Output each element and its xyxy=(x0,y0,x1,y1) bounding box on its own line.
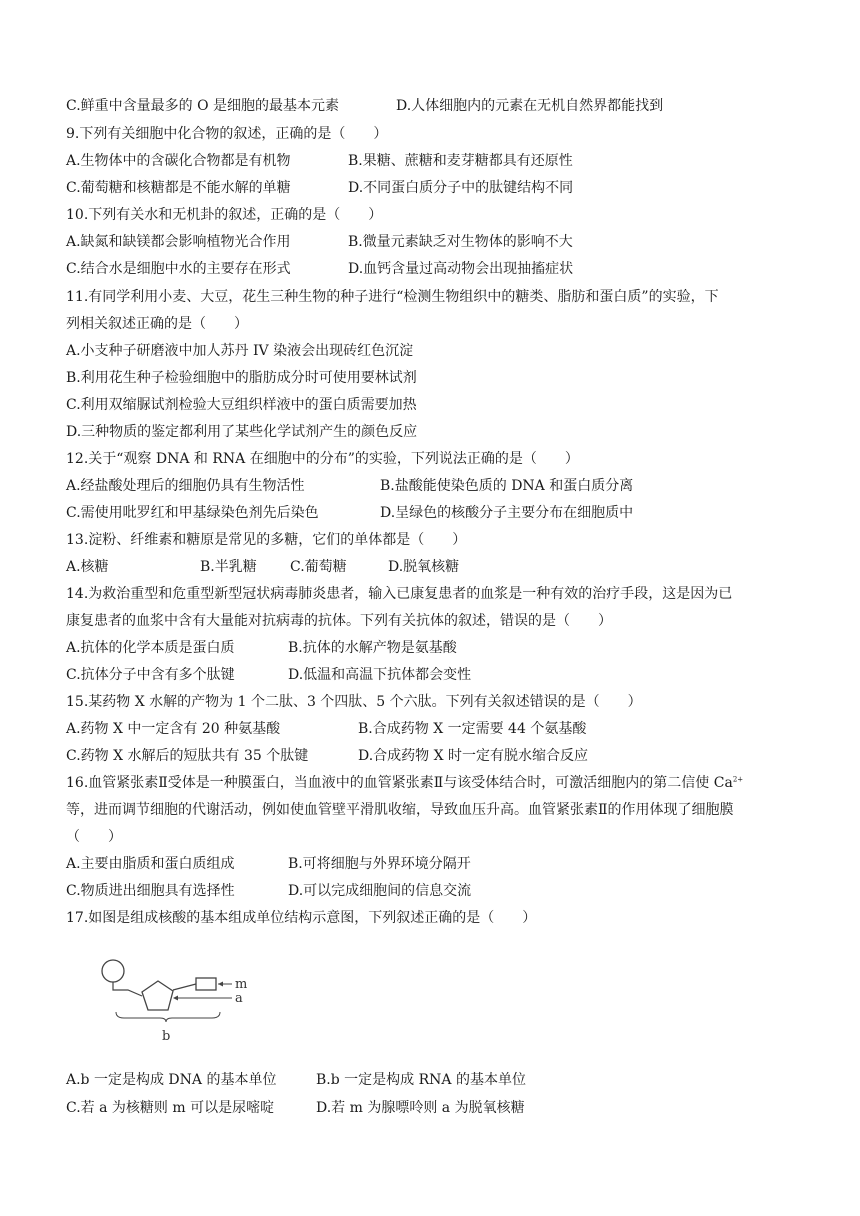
q14-option-c: C.抗体分子中含有多个肽键 xyxy=(66,667,235,683)
q9-option-c: C.葡萄糖和核糖都是不能水解的单糖 xyxy=(66,180,291,196)
q16-option-b: B.可将细胞与外界环境分隔开 xyxy=(288,856,471,872)
q14-stem-line1: 14.为救治重型和危重型新型冠状病毒肺炎患者，输入已康复患者的血浆是一种有效的治疗手段，这是因为已 xyxy=(66,586,733,602)
a-arrow-head xyxy=(173,996,178,1001)
phosphate-bond-line xyxy=(113,982,142,996)
q8-option-d: D.人体细胞内的元素在无机自然界都能找到 xyxy=(396,98,664,114)
q9-option-d: D.不同蛋白质分子中的肽键结构不同 xyxy=(348,180,574,196)
q15-option-c: C.药物 X 水解后的短肽共有 35 个肽键 xyxy=(66,748,309,764)
label-b: b xyxy=(162,1029,171,1044)
q15-option-b: B.合成药物 X 一定需要 44 个氨基酸 xyxy=(358,721,587,737)
q11-option-d: D.三种物质的鉴定都利用了某些化学试剂产生的颜色反应 xyxy=(66,424,418,440)
q12-option-c: C.需使用吡罗红和甲基绿染色剂先后染色 xyxy=(66,505,319,521)
label-m: m xyxy=(235,977,248,992)
q10-stem: 10.下列有关水和无机卦的叙述，正确的是（ ） xyxy=(66,207,383,223)
q13-stem: 13.淀粉、纤维素和糖原是常见的多糖，它们的单体都是（ ） xyxy=(66,532,467,548)
q9-stem: 9.下列有关细胞中化合物的叙述，正确的是（ ） xyxy=(66,126,388,142)
nucleotide-diagram xyxy=(100,958,260,1044)
q14-stem-line2: 康复患者的血浆中含有大量能对抗病毒的抗体。下列有关抗体的叙述，错误的是（ ） xyxy=(66,613,612,629)
q9-option-b: B.果糖、蔗糖和麦芽糖都具有还原性 xyxy=(348,153,573,169)
q15-option-d: D.合成药物 X 时一定有脱水缩合反应 xyxy=(358,748,589,764)
calcium-charge-superscript: 2+ xyxy=(732,775,744,784)
b-brace xyxy=(116,1012,220,1022)
base-rectangle xyxy=(196,978,216,990)
q10-option-d: D.血钙含量过高动物会出现抽搐症状 xyxy=(348,261,574,277)
q16-option-c: C.物质进出细胞具有选择性 xyxy=(66,883,235,899)
q14-option-d: D.低温和高温下抗体都会变性 xyxy=(288,667,472,683)
q14-option-a: A.抗体的化学本质是蛋白质 xyxy=(66,640,235,656)
pentose-pentagon xyxy=(142,981,173,1010)
q16-option-d: D.可以完成细胞间的信息交流 xyxy=(288,883,472,899)
q17-option-c: C.若 a 为核糖则 m 可以是尿嘧啶 xyxy=(66,1100,275,1116)
q16-stem-line1 xyxy=(66,773,743,793)
q15-stem: 15.某药物 X 水解的产物为 1 个二肽、3 个四肽、5 个六肽。下列有关叙述错误的是（ ） xyxy=(66,694,642,710)
q8-option-c: C.鲜重中含量最多的 O 是细胞的最基本元素 xyxy=(66,98,340,114)
nucleotide-structure-svg xyxy=(100,958,260,1044)
phosphate-circle xyxy=(102,960,124,982)
q16-stem-line3: （ ） xyxy=(66,829,122,845)
q13-option-b: B.半乳糖 xyxy=(200,559,257,575)
q11-stem-line1: 11.有同学利用小麦、大豆，花生三种生物的种子进行“检测生物组织中的糖类、脂肪和蛋白质”的实验，下 xyxy=(66,289,719,305)
q13-option-c: C.葡萄糖 xyxy=(290,559,347,575)
q10-option-a: A.缺氮和缺镁都会影响植物光合作用 xyxy=(66,234,291,250)
q11-option-a: A.小支种子研磨液中加人苏丹 IV 染液会出现砖红色沉淀 xyxy=(66,343,414,359)
m-arrow-head xyxy=(218,982,223,987)
q13-option-d: D.脱氧核糖 xyxy=(388,559,460,575)
q16-stem-text: 16.血管紧张素Ⅱ受体是一种膜蛋白，当血液中的血管紧张素Ⅱ与该受体结合时，可激活细胞内的第二信使 Ca xyxy=(66,775,733,791)
q12-option-d: D.呈绿色的核酸分子主要分布在细胞质中 xyxy=(380,505,634,521)
q9-option-a: A.生物体中的含碳化合物都是有机物 xyxy=(66,153,291,169)
q12-option-b: B.盐酸能使染色质的 DNA 和蛋白质分离 xyxy=(380,478,634,494)
base-bond-line xyxy=(173,984,196,990)
label-a: a xyxy=(235,991,243,1006)
q11-option-c: C.利用双缩脲试剂检验大豆组织样液中的蛋白质需要加热 xyxy=(66,397,417,413)
q10-option-b: B.微量元素缺乏对生物体的影响不大 xyxy=(348,234,573,250)
q15-option-a: A.药物 X 中一定含有 20 种氨基酸 xyxy=(66,721,281,737)
q16-option-a: A.主要由脂质和蛋白质组成 xyxy=(66,856,235,872)
q11-option-b: B.利用花生种子检验细胞中的脂肪成分时可使用要林试剂 xyxy=(66,370,417,386)
q16-stem-line2: 等，进而调节细胞的代谢活动，例如使血管壁平滑肌收缩，导致血压升高。血管紧张素Ⅱ的作用体现了细胞膜 xyxy=(66,802,734,818)
q17-option-d: D.若 m 为腺嘌呤则 a 为脱氧核糖 xyxy=(316,1100,525,1116)
q14-option-b: B.抗体的水解产物是氨基酸 xyxy=(288,640,457,656)
q17-option-b: B.b 一定是构成 RNA 的基本单位 xyxy=(316,1072,526,1088)
q17-option-a: A.b 一定是构成 DNA 的基本单位 xyxy=(66,1072,277,1088)
q12-stem: 12.关于“观察 DNA 和 RNA 在细胞中的分布”的实验，下列说法正确的是（ ） xyxy=(66,451,579,467)
q10-option-c: C.结合水是细胞中水的主要存在形式 xyxy=(66,261,291,277)
q12-option-a: A.经盐酸处理后的细胞仍具有生物活性 xyxy=(66,478,305,494)
q13-option-a: A.核糖 xyxy=(66,559,109,575)
q17-stem: 17.如图是组成核酸的基本组成单位结构示意图，下列叙述正确的是（ ） xyxy=(66,910,537,926)
q11-stem-line2: 列相关叙述正确的是（ ） xyxy=(66,316,248,332)
